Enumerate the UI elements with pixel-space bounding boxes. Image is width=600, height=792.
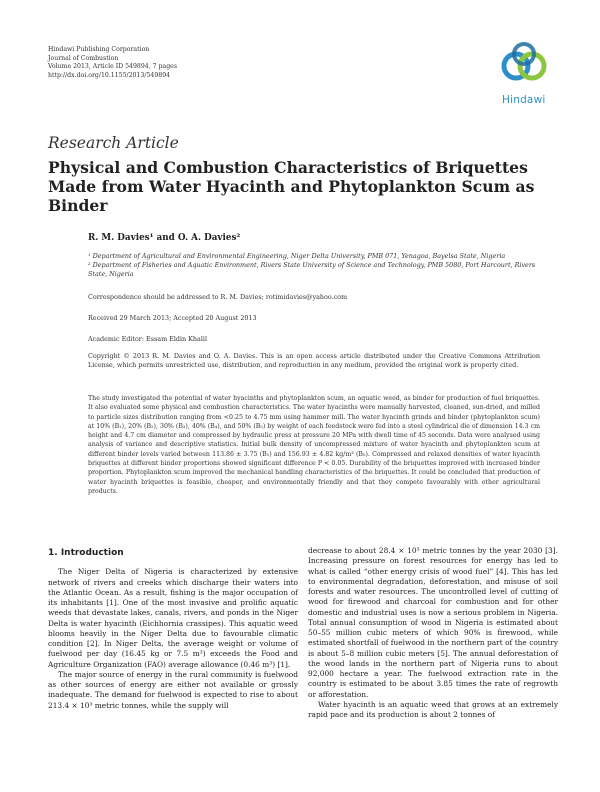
hindawi-logo-icon — [494, 40, 556, 102]
right-column — [308, 546, 558, 720]
journal-header — [48, 46, 177, 80]
section-heading: 1. Introduction — [48, 548, 124, 558]
logo-text: Hindawi — [502, 94, 546, 106]
article-title: Physical and Combustion Characteristics of Briquettes Made from Water Hyacinth and Phytoplankton Scum as Binder — [48, 158, 535, 215]
intro-paragraph-3: decrease to about 28.4 × 10³ metric tonnes by the year 2030 [3]. Increasing pressure on forest resources for energy has led to what is called “other energy crisis of wood fuel” [4]. This has led to environmental degradation, deforestation, and misuse of soil forests and water resources. The uncontrolled level of cutting of wood for firewood and charcoal for combustion and for other domestic and industrial uses is now a serious problem in Nigeria. Total annual consumption of wood in Nigeria is estimated about 50–55 million cubic meters of which 90% is firewood, while estimated shortfall of fuelwood in the northern part of the country is about 5–8 million cubic meters [5]. The annual deforestation of the wood lands in the northern part of Nigeria runs to about 92,000 hectare a year. The fuelwood extraction rate in the country is estimated to be about 3.85 times the rate of regrowth or afforestation. — [308, 546, 558, 699]
volume-info: Volume 2013, Article ID 549894, 7 pages — [48, 63, 178, 71]
affiliation-2: ² Department of Fisheries and Aquatic Environment, Rivers State University of Science and Technology, PMB 5080, Port Harcourt, Rivers State, Nigeria — [88, 261, 536, 278]
doi-link[interactable]: http://dx.doi.org/10.1155/2013/549894 — [48, 71, 171, 79]
affiliations — [88, 252, 540, 279]
affiliation-1: ¹ Department of Agricultural and Environmental Engineering, Niger Delta University, PMB 071, Yenagoa, Bayelsa State, Nigeria — [88, 252, 506, 260]
correspondence: Correspondence should be addressed to R. M. Davies; rotimidavies@yahoo.com — [88, 293, 348, 301]
intro-paragraph-4: Water hyacinth is an aquatic weed that grows at an extremely rapid pace and its production is about 2 tonnes of — [308, 699, 558, 719]
journal-name: Journal of Combustion — [48, 54, 119, 62]
received-accepted-dates: Received 29 March 2013; Accepted 20 August 2013 — [88, 314, 257, 322]
abstract: The study investigated the potential of water hyacinths and phytoplankton scum, an aquatic weed, as binder for production of fuel briquettes. It also evaluated some physical and combustion characteristics. The water hyacinths were manually harvested, cleaned, sun-dried, and milled to particle sizes distribution ranging from <0.25 to 4.75 mm using hammer mill. The water hyacinth grinds and binder (phytoplankton scum) at 10% (B₁), 20% (B₂), 30% (B₃), 40% (B₄), and 50% (B₅) by weight of each feedstock were fed into a steel cylindrical die of dimension 14.3 cm height and 4.7 cm diameter and compressed by hydraulic press at pressure 20 MPa with dwell time of 45 seconds. Data were analysed using analysis of variance and descriptive statistics. Initial bulk density of uncompressed mixture of water hyacinth and phytoplankton scum at different binder levels varied between 113.86 ± 3.75 (B₁) and 156.93 ± 4.82 kg/m³ (B₅). Compressed and relaxed densities of water hyacinth briquettes at different binder proportions showed significant difference P < 0.05. Durability of the briquettes improved with increased binder proportion. Phytoplankton scum improved the mechanical handling characteristics of the briquettes. It could be concluded that production of water hyacinth briquettes is feasible, cheaper, and environmentally friendly and that they compete favourably with other agricultural products. — [88, 395, 540, 495]
intro-paragraph-2: The major source of energy in the rural community is fuelwood as other sources of energy are either not available or grossly inadequate. The demand for fuelwood is expected to rise to about 213.4 × 10³ metric tonnes, while the supply will — [48, 669, 298, 710]
article-type: Research Article — [48, 134, 179, 152]
publisher: Hindawi Publishing Corporation — [48, 46, 150, 53]
left-column — [48, 546, 298, 711]
authors: R. M. Davies¹ and O. A. Davies² — [88, 233, 241, 243]
intro-paragraph-1: The Niger Delta of Nigeria is characterized by extensive network of rivers and creeks which discharge their waters into the Atlantic Ocean. As a result, fishing is the major occupation of its inhabitants [1]. One of the most invasive and prolific aquatic weeds that devastate lakes, canals, rivers, and ponds in the Niger Delta is water hyacinth (Eichhornia crassipes). This aquatic weed blooms heavily in the Niger Delta due to favourable climatic condition [2]. In Niger Delta, the average weight or volume of fuelwood per day (16.45 kg or 7.5 m³) exceeds the Food and Agriculture Organization (FAO) average allowance (0.46 m³) [1]. — [48, 567, 298, 669]
copyright-notice: Copyright © 2013 R. M. Davies and O. A. Davies. This is an open access article distributed under the Creative Commons Attribution License, which permits unrestricted use, distribution, and reproduction in any medium, provided the original work is properly cited. — [88, 352, 540, 369]
academic-editor: Academic Editor: Essam Eldin Khalil — [88, 335, 207, 343]
